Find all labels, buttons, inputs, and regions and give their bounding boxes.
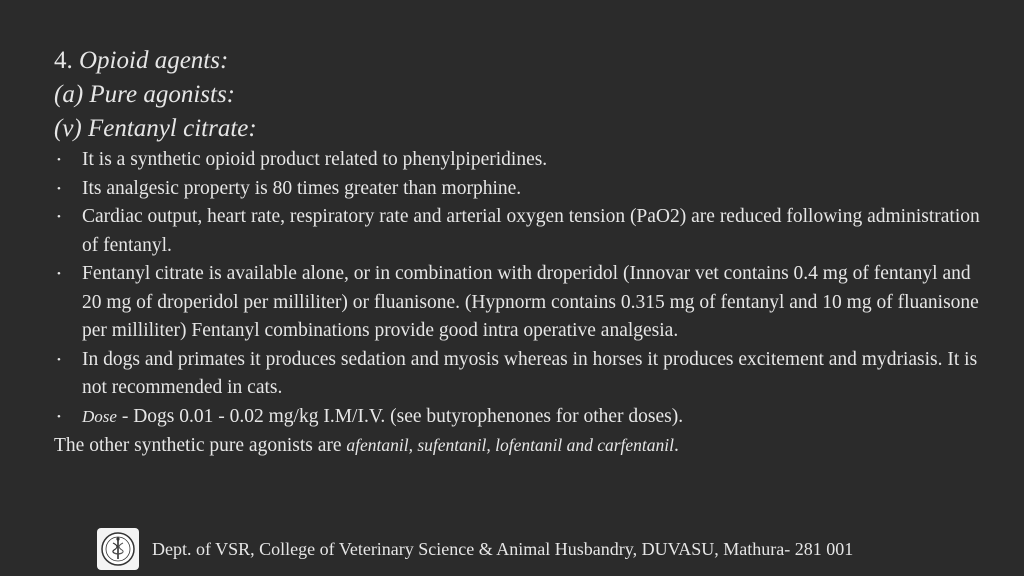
bullet-dot-icon: •: [57, 353, 61, 366]
bullet-text: In dogs and primates it produces sedation and myosis whereas in horses it produces excitement and mydriasis. It is not recommended in cats.: [82, 348, 978, 398]
bullet-item: [54, 146, 984, 175]
bullet-item: [54, 260, 984, 346]
bullet-text: Fentanyl citrate is available alone, or in combination with droperidol (Innovar vet contains 0.4 mg of fentanyl and 20 mg of droperidol per milliliter) or fluanisone. (Hypnorm contains 0.315 mg of fentanyl and 10 mg of fluanisone per milliliter) Fentanyl combinations provide good intra operative analgesia.: [82, 263, 979, 341]
bullet-dot-icon: •: [57, 182, 61, 195]
slide-content: [54, 44, 984, 461]
heading-title-text: Opioid agents:: [79, 47, 229, 74]
bullet-dot-icon: •: [57, 211, 61, 223]
bullet-text: It is a synthetic opioid product related to phenylpiperidines.: [82, 149, 548, 170]
bullet-dot-icon: •: [57, 268, 61, 280]
closing-agents: afentanil, sufentanil, lofentanil and carfentanil: [346, 435, 675, 455]
bullet-item-dose: [54, 403, 984, 432]
footer-text: Dept. of VSR, College of Veterinary Science & Animal Husbandry, DUVASU, Mathura- 281 001: [152, 538, 854, 559]
footer: [97, 527, 977, 571]
heading-title: [54, 44, 984, 78]
bullet-text: Its analgesic property is 80 times greater than morphine.: [82, 177, 522, 199]
closing-line: [54, 431, 984, 461]
closing-text: The other synthetic pure agonists are: [54, 435, 347, 456]
closing-end: .: [674, 435, 679, 456]
bullet-item: [54, 346, 984, 403]
heading-number: 4.: [54, 47, 73, 74]
bullet-dot-icon: •: [57, 154, 61, 166]
bullet-text: Cardiac output, heart rate, respiratory rate and arterial oxygen tension (PaO2) are reduced following administration of fentanyl.: [82, 206, 980, 256]
university-emblem-icon: [97, 528, 139, 570]
bullet-item: [54, 175, 984, 204]
dose-separator: -: [116, 405, 134, 427]
heading-subtitle-2: (v) Fentanyl citrate:: [54, 115, 257, 142]
bullet-dot-icon: •: [57, 410, 61, 423]
dose-label: Dose: [82, 406, 117, 426]
dose-text: Dogs 0.01 - 0.02 mg/kg I.M/I.V. (see butyrophenones for other doses).: [133, 405, 684, 427]
bullet-list: [54, 146, 984, 431]
bullet-item: [54, 203, 984, 260]
heading-subtitle-1: (a) Pure agonists:: [54, 81, 235, 108]
